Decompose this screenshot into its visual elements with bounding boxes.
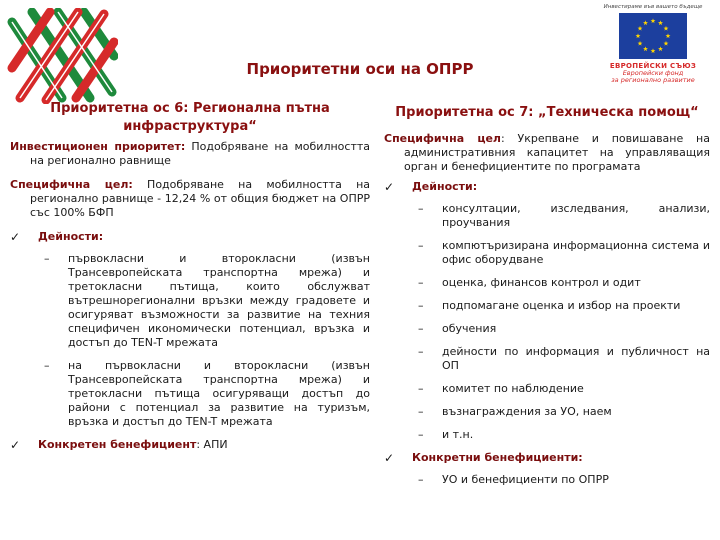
- specific-label-right: Специфична цел: [384, 132, 501, 145]
- dash-icon: –: [418, 382, 424, 395]
- page-title: Приоритетни оси на ОПРР: [246, 60, 474, 78]
- specific-text-right: : Укрепване и повишаване на административния капацитет на управляващия орган и бенефициентите по програмата: [404, 132, 710, 173]
- list-item: – възнаграждения за УО, наем: [418, 405, 612, 418]
- list-item: – комитет по наблюдение: [418, 382, 584, 395]
- dash-icon: –: [418, 405, 424, 418]
- dash-icon: –: [418, 345, 424, 358]
- specific-goal-left: [10, 178, 370, 220]
- beneficiaries-label: Конкретни бенефициенти:: [412, 451, 583, 464]
- beneficiary-left: [10, 438, 370, 452]
- activities-label-left: Дейности:: [38, 230, 104, 243]
- list-item: – и т.н.: [418, 428, 474, 441]
- eu-name: ЕВРОПЕЙСКИ СЪЮЗ: [609, 62, 697, 70]
- checkmark-icon: ✓: [384, 180, 395, 194]
- list-item: – дейности по информация и публичност на ОП: [418, 345, 710, 372]
- investment-priority: [10, 140, 370, 168]
- list-item: – на първокласни и второкласни (извън Трансевропейската транспортна мрежа) и третокласни пътища осигуряващи достъп до райони с потенциал за развитие на туризъм, връзка и достъп до TEN-T мрежата: [44, 359, 370, 428]
- activities-list-right: [384, 202, 710, 442]
- dash-icon: –: [44, 252, 50, 265]
- checkmark-icon: ✓: [10, 438, 21, 452]
- dash-icon: –: [418, 239, 424, 252]
- dash-icon: –: [418, 299, 424, 312]
- beneficiary-label: Конкретен бенефициент: [38, 438, 197, 451]
- activities-heading-right: [384, 180, 710, 194]
- priority-axis-7: [384, 100, 710, 496]
- investment-text: Подобряване на мобилността на регионално равнище: [30, 140, 371, 167]
- list-item: – подпомагане оценка и избор на проекти: [418, 299, 681, 312]
- investment-label: Инвестиционен приоритет:: [10, 140, 186, 153]
- beneficiary-text: : АПИ: [196, 438, 228, 451]
- eu-fund-line1: Европейски фонд: [622, 69, 684, 77]
- specific-text-left: Подобряване на мобилността на регионално равнище - 12,24 % от общия бюджет на ОПРР със 100% БФП: [30, 178, 371, 219]
- dash-icon: –: [418, 428, 424, 441]
- axis-7-title: Приоритетна ос 7: „Техническа помощ“: [395, 105, 699, 120]
- specific-label-left: Специфична цел:: [10, 178, 133, 191]
- axis-6-title: Приоритетна ос 6: Регионална пътна инфраструктура“: [50, 101, 330, 134]
- priority-axis-6: [10, 100, 370, 460]
- dash-icon: –: [44, 359, 50, 372]
- activities-heading-left: [10, 230, 370, 244]
- eu-tagline: Инвестираме във вашето бъдеще: [603, 4, 703, 10]
- beneficiaries-heading-right: [384, 451, 710, 465]
- list-item: – УО и бенефициенти по ОПРР: [418, 473, 609, 486]
- list-item: – оценка, финансов контрол и одит: [418, 276, 641, 289]
- eu-fund-line2: за регионално развитие: [611, 76, 695, 84]
- checkmark-icon: ✓: [10, 230, 21, 244]
- list-item: – първокласни и второкласни (извън Трансевропейската транспортна мрежа) и третокласни пътища, които обслужват вътрешнорегионални връзки между градовете и осигуряват възможности за развитие на техния специфичен икономически потенциал, връзка и достъп до TEN-T мрежата: [44, 252, 370, 349]
- specific-goal-right: [384, 132, 710, 174]
- activities-label-right: Дейности:: [412, 180, 478, 193]
- programme-logo: [6, 8, 118, 104]
- list-item: – консултации, изследвания, анализи, проучвания: [418, 202, 710, 229]
- activities-list-left: [10, 252, 370, 429]
- eu-flag-icon: [619, 13, 687, 59]
- dash-icon: –: [418, 473, 424, 486]
- dash-icon: –: [418, 322, 424, 335]
- dash-icon: –: [418, 276, 424, 289]
- list-item: – обучения: [418, 322, 497, 335]
- checkmark-icon: ✓: [384, 451, 395, 465]
- dash-icon: –: [418, 202, 424, 215]
- list-item: – компютъризирана информационна система и офис оборудване: [418, 239, 710, 266]
- beneficiaries-list: [384, 473, 710, 487]
